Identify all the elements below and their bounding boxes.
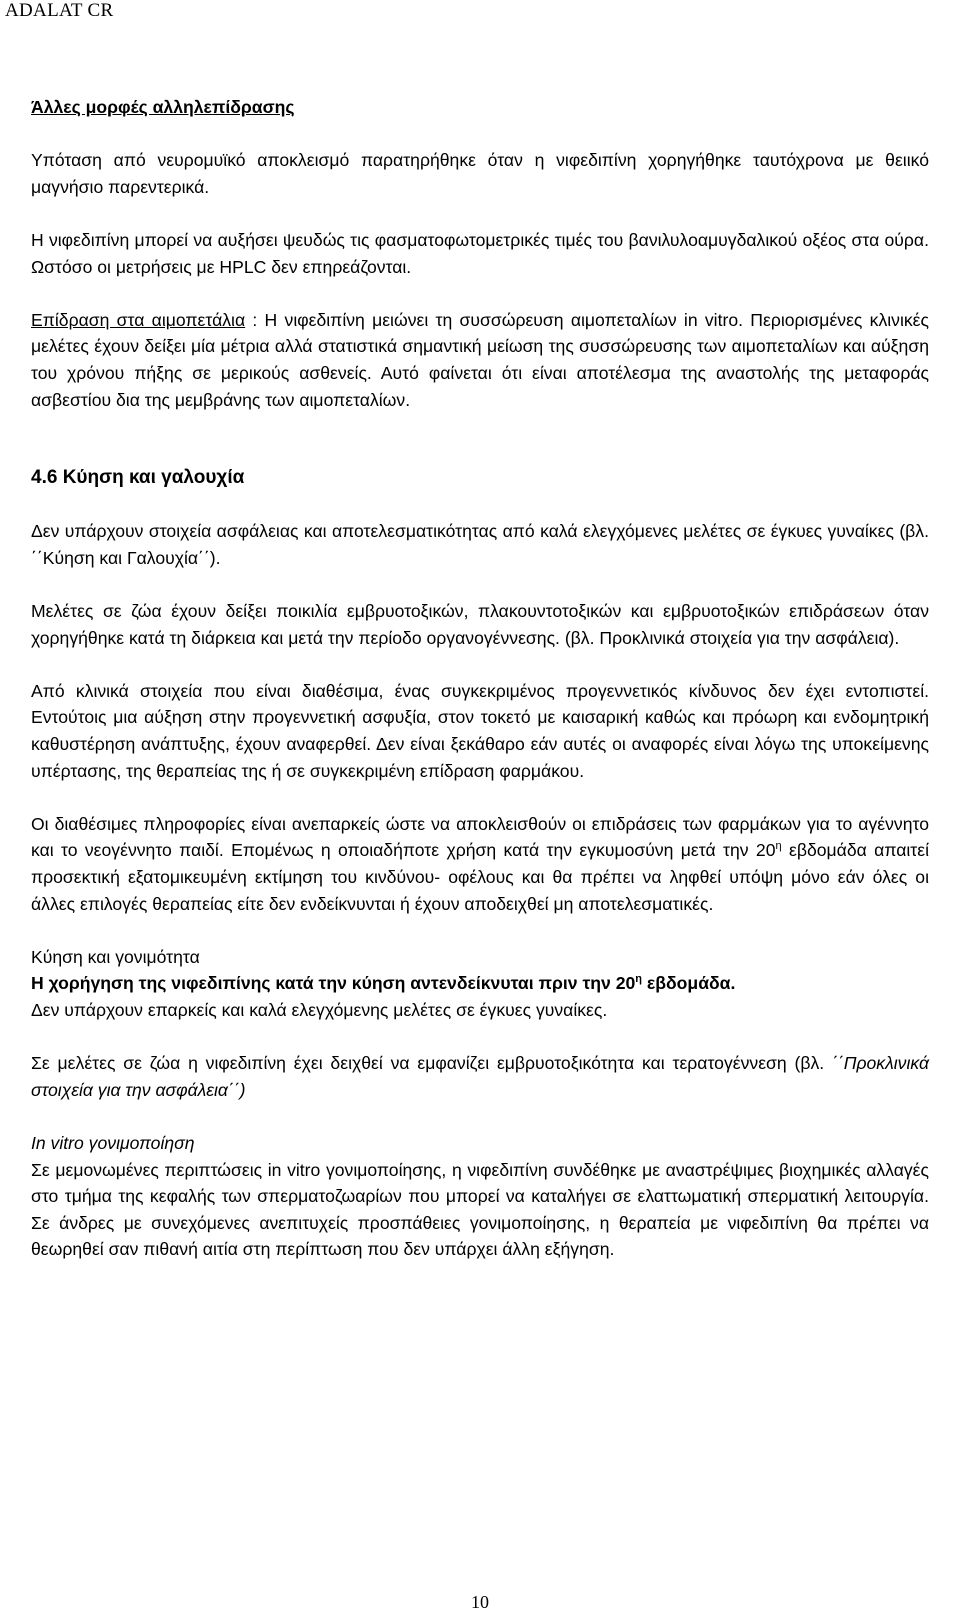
subheading-pregnancy-fertility: Κύηση και γονιμότητα [31, 946, 200, 967]
text-run: Οι διαθέσιμες πληροφορίες είναι ανεπαρκείς ώστε να αποκλεισθούν οι επιδράσεις των φαρμάκων για το αγέννητο και το νεογέννητο παιδί. Επομένως η οποιαδήποτε χρήση κατά την εγκυμοσύνη μετά την 20 [31, 813, 929, 861]
paragraph: Υπόταση από νευρομυϊκό αποκλεισμό παρατηρήθηκε όταν η νιφεδιπίνη χορηγήθηκε ταυτόχρονα με θειικό μαγνήσιο παρεντερικά. [31, 150, 929, 197]
subheading-in-vitro: In vitro γονιμοποίηση [31, 1132, 195, 1153]
paragraph: Σε μεμονωμένες περιπτώσεις in vitro γονιμοποίησης, η νιφεδιπίνη συνδέθηκε με αναστρέψιμες βιοχημικές αλλαγές στο τμήμα της κεφαλής των σπερματοζωαρίων που μπορεί να καταλήγει σε ελαττωματική σπερματική λειτουργία. Σε άνδρες με συνεχόμενες ανεπιτυχείς προσπάθειες γονιμοποίησης, η θεραπεία με νιφεδιπίνη θα πρέπει να θεωρηθεί σαν πιθανή αιτία στη περίπτωση που δεν υπάρχει άλλη εξήγηση. [31, 1159, 929, 1260]
document-body [31, 94, 929, 1263]
superscript: η [775, 840, 782, 853]
paragraph-week-20 [31, 811, 929, 917]
text-run: Σε μελέτες σε ζώα η νιφεδιπίνη έχει δειχθεί να εμφανίζει εμβρυοτοξικότητα και τερατογέννεση (βλ. [31, 1053, 832, 1074]
italic-reference: ΄΄Προκλινικά στοιχεία για την ασφάλεια΄΄) [31, 1053, 929, 1100]
platelets-label: Επίδραση στα αιμοπετάλια [31, 309, 246, 330]
text-run: εβδομάδα απαιτεί προσεκτική εξατομικευμένη εκτίμηση του κινδύνου- οφέλους και θα πρέπει να ληφθεί υπόψη μόνο εάν όλες οι άλλες επιλογές θεραπείας είτε δεν ενδείκνυνται ή έχουν αποδειχθεί μη αποτελεσματικές. [31, 840, 929, 914]
paragraph: Η νιφεδιπίνη μπορεί να αυξήσει ψευδώς τις φασματοφωτομετρικές τιμές του βανιλυλοαμυγδαλικού οξέος στα ούρα. Ωστόσο οι μετρήσεις με HPLC δεν επηρεάζονται. [31, 229, 929, 277]
paragraph: Δεν υπάρχουν στοιχεία ασφάλειας και αποτελεσματικότητας από καλά ελεγχόμενες μελέτες σε έγκυες γυναίκες (βλ. ΄΄Κύηση και Γαλουχία΄΄). [31, 521, 929, 568]
paragraph: Μελέτες σε ζώα έχουν δείξει ποικιλία εμβρυοτοξικών, πλακουντοτοξικών και εμβρυοτοξικών επιδράσεων όταν χορηγήθηκε κατά τη διάρκεια και μετά την περίοδο οργανογέννεσης. (βλ. Προκλινικά στοιχεία για την ασφάλεια). [31, 601, 929, 648]
paragraph-platelets [31, 307, 929, 413]
paragraph: Από κλινικά στοιχεία που είναι διαθέσιμα, ένας συγκεκριμένος προγεννετικός κίνδυνος δεν έχει εντοπιστεί. Εντούτοις μια αύξηση στην προγεννετική ασφυξία, στον τοκετό με καισαρική καθώς και πρόωρη και ενδομητρική καθυστέρηση ανάπτυξης, έχουν αναφερθεί. Δεν είναι ξεκάθαρο εάν αυτές οι αναφορές είναι λόγω της υποκείμενης υπέρτασης, της θεραπείας της ή σε συγκεκριμένη επίδραση φαρμάκου. [31, 680, 929, 781]
section-heading-pregnancy-lactation: 4.6 Κύηση και γαλουχία [31, 467, 245, 489]
text-run: εβδομάδα. [642, 973, 736, 994]
superscript: η [635, 973, 643, 986]
contraindication-statement [31, 970, 929, 997]
paragraph: Δεν υπάρχουν επαρκείς και καλά ελεγχόμενης μελέτες σε έγκυες γυναίκες. [31, 1000, 608, 1020]
page-number: 10 [471, 1592, 489, 1612]
section-heading-other-interactions: Άλλες μορφές αλληλεπίδρασης [31, 97, 295, 117]
document-header: ADALAT CR [5, 0, 114, 21]
paragraph-animal-studies [31, 1050, 929, 1103]
text-run: Η χορήγηση της νιφεδιπίνης κατά την κύηση αντενδείκνυται πριν την 20 [31, 973, 636, 994]
platelets-text: : Η νιφεδιπίνη μειώνει τη συσσώρευση αιμοπεταλίων in vitro. Περιορισμένες κλινικές μελέτες έχουν δείξει μία μέτρια αλλά στατιστικά σημαντική μείωση της συσσώρευσης των αιμοπεταλίων και αύξηση του χρόνου πήξης σε μερικούς ασθενείς. Αυτό φαίνεται ότι είναι αποτέλεσμα της αναστολής της μεταφοράς ασβεστίου δια της μεμβράνης των αιμοπεταλίων. [31, 309, 929, 410]
